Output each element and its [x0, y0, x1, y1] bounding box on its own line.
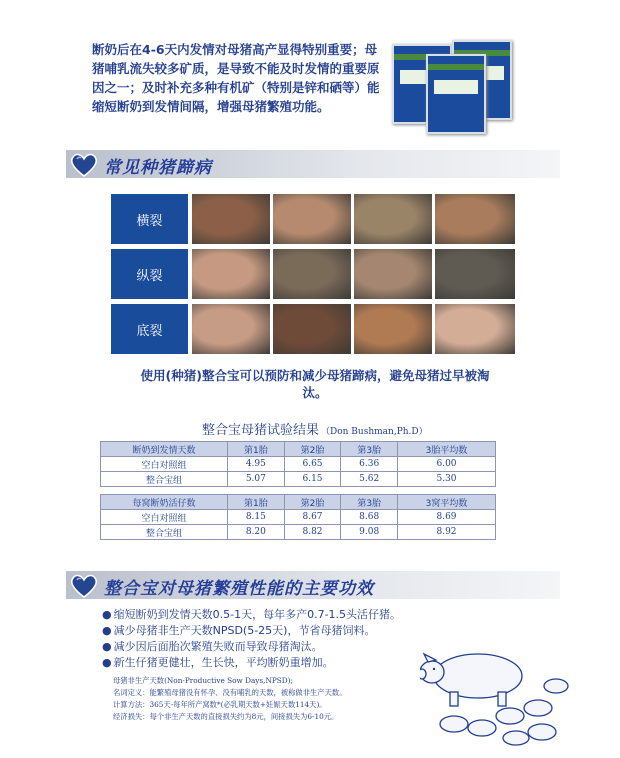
- hoof-row: [111, 304, 515, 354]
- trial-table-estrus: [100, 441, 496, 487]
- table-cell: 8.15: [228, 510, 285, 525]
- hoof-photo: [192, 304, 270, 354]
- table-header-cell: 3胎平均数: [398, 442, 496, 457]
- hoof-photo: [354, 249, 432, 299]
- table-header-cell: 每窝断奶活仔数: [101, 495, 228, 510]
- table-row: [101, 525, 496, 540]
- table-cell: 8.82: [284, 525, 341, 540]
- hoof-photo: [192, 194, 270, 244]
- hoof-photo: [354, 304, 432, 354]
- table-cell: 4.95: [228, 457, 285, 472]
- trial-table-litter: [100, 494, 496, 540]
- table-cell: 空白对照组: [101, 510, 228, 525]
- hoof-photo: [192, 249, 270, 299]
- trial-title: [202, 419, 428, 438]
- hoof-row: [111, 194, 515, 244]
- table-cell: 5.30: [398, 472, 496, 487]
- pig-family-illustration: [420, 646, 570, 746]
- trial-title-text: 整合宝母猪试验结果: [202, 423, 320, 438]
- hoof-caption: 使用(种猪)整合宝可以预防和减少母猪蹄病，避免母猪过早被淘汰。: [140, 368, 490, 400]
- table-cell: 6.15: [284, 472, 341, 487]
- table-cell: 8.92: [398, 525, 496, 540]
- section-header-hoof: [66, 150, 560, 178]
- hoof-photo: [354, 194, 432, 244]
- hoof-photo: [273, 249, 351, 299]
- table-header-cell: 第1胎: [228, 495, 285, 510]
- table-header-cell: 3窝平均数: [398, 495, 496, 510]
- table-cell: 5.07: [228, 472, 285, 487]
- npsd-notes: [113, 675, 418, 723]
- note-line: 经济损失：每个非生产天数的直接损失约为8元，间接损失为6-10元。: [113, 712, 339, 721]
- table-header-cell: 第3胎: [341, 442, 398, 457]
- table-cell: 9.08: [341, 525, 398, 540]
- table-row: [101, 457, 496, 472]
- table-header-cell: 第1胎: [228, 442, 285, 457]
- hoof-photo: [273, 194, 351, 244]
- table-cell: 6.65: [284, 457, 341, 472]
- hoof-row-label: 纵裂: [111, 249, 188, 299]
- hoof-row-label: 底裂: [111, 304, 188, 354]
- table-cell: 8.20: [228, 525, 285, 540]
- table-header-cell: 第3胎: [341, 495, 398, 510]
- section-title: 整合宝对母猪繁殖性能的主要功效: [104, 579, 374, 599]
- hoof-photo: [435, 249, 515, 299]
- table-cell: 5.62: [341, 472, 398, 487]
- product-packages-image: [392, 40, 522, 126]
- table-cell: 空白对照组: [101, 457, 228, 472]
- table-header-cell: 第2胎: [284, 495, 341, 510]
- table-header-row: [101, 495, 496, 510]
- table-cell: 整合宝组: [101, 525, 228, 540]
- benefits-list: [102, 607, 401, 671]
- table-cell: 8.69: [398, 510, 496, 525]
- product-package: [426, 54, 486, 134]
- table-header-row: [101, 442, 496, 457]
- table-row: [101, 472, 496, 487]
- table-cell: 8.67: [284, 510, 341, 525]
- benefit-item: ● 减少因后面胎次繁殖失败而导致母猪淘汰。: [102, 639, 401, 655]
- benefit-item: ● 新生仔猪更健壮，生长快，平均断奶重增加。: [102, 655, 401, 671]
- hoof-photo: [435, 304, 515, 354]
- note-line: 母猪非生产天数(Non-Productive Sow Days,NPSD);: [113, 676, 293, 685]
- section-header-benefits: [66, 571, 560, 599]
- benefit-item: ● 缩短断奶到发情天数0.5-1天，每年多产0.7-1.5头活仔猪。: [102, 607, 401, 623]
- benefit-item: ● 减少母猪非生产天数NPSD(5-25天)，节省母猪饲料。: [102, 623, 401, 639]
- table-row: [101, 510, 496, 525]
- intro-paragraph: 断奶后在4-6天内发情对母猪高产显得特别重要；母猪哺乳流失较多矿质，是导致不能及时发情的重要原因之一；及时补充多种有机矿（特别是锌和硒等）能缩短断奶到发情间隔，增强母猪繁殖功能。: [92, 42, 380, 114]
- table-cell: 6.00: [398, 457, 496, 472]
- hoof-row-label: 横裂: [111, 194, 188, 244]
- note-line: 计算方法：365天-每年所产窝数*(必乳期天数+妊娠天数114天)。: [113, 700, 327, 709]
- hoof-photo: [273, 304, 351, 354]
- heart-icon: [70, 152, 98, 178]
- hoof-row: [111, 249, 515, 299]
- table-cell: 整合宝组: [101, 472, 228, 487]
- table-cell: 6.36: [341, 457, 398, 472]
- trial-citation: （Don Bushman,Ph.D）: [321, 427, 428, 437]
- table-header-cell: 断奶到发情天数: [101, 442, 228, 457]
- hoof-photo: [435, 194, 515, 244]
- note-line: 名词定义：能繁殖母猪没有怀孕、没有哺乳的天数，被称做非生产天数。: [113, 688, 347, 697]
- heart-icon: [70, 573, 98, 599]
- table-header-cell: 第2胎: [284, 442, 341, 457]
- table-cell: 8.68: [341, 510, 398, 525]
- section-title: 常见种猪蹄病: [104, 158, 212, 178]
